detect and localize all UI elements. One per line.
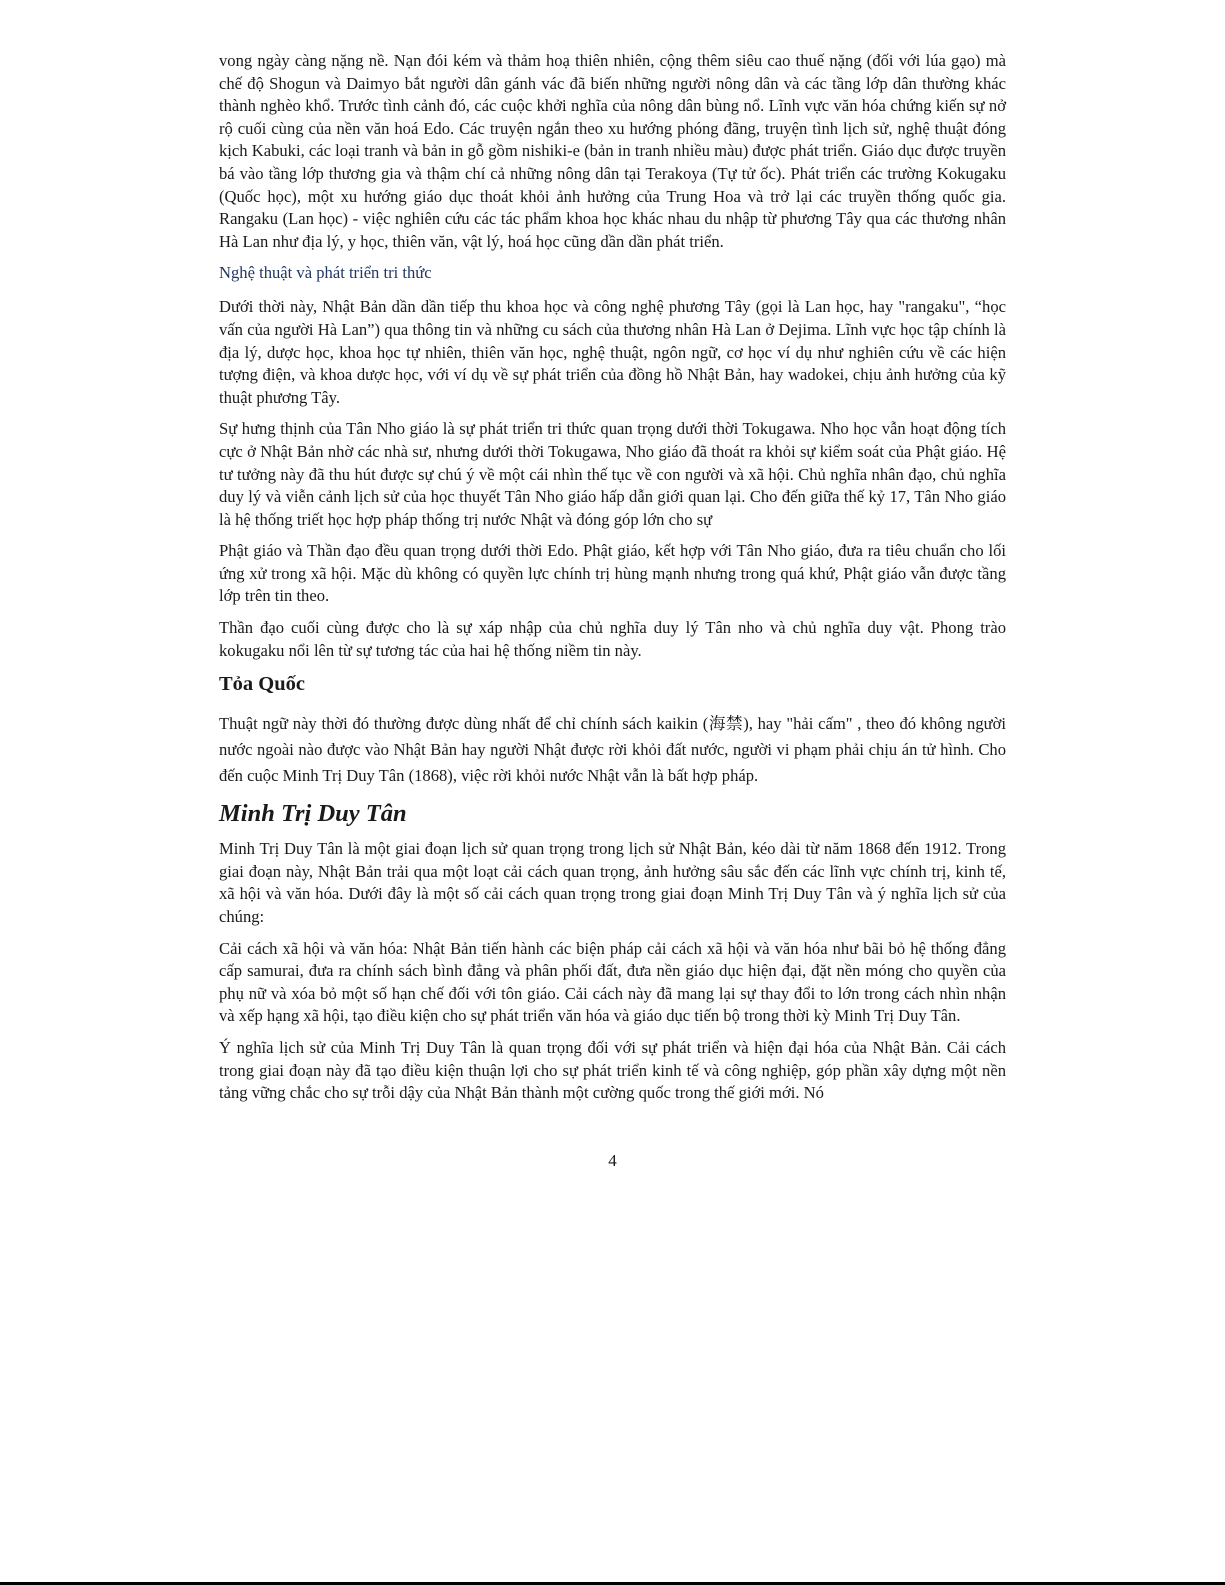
paragraph-kaikin: Thuật ngữ này thời đó thường được dùng nhất để chỉ chính sách kaikin (海禁), hay "hải cấm" , theo đó không người nước ngoài nào được vào Nhật Bản hay người Nhật được rời khỏi đất nước, người vi phạm phải chịu án tử hình. Cho đến cuộc Minh Trị Duy Tân (1868), việc rời khỏi nước Nhật vẫn là bất hợp pháp. <box>219 714 1006 786</box>
paragraph-neo-confucianism: Sự hưng thịnh của Tân Nho giáo là sự phát triển tri thức quan trọng dưới thời Tokugawa. Nho học vẫn hoạt động tích cực ở Nhật Bản nhờ các nhà sư, nhưng dưới thời Tokugawa, Nho giáo đã thoát ra khỏi sự kiểm soát của Phật giáo. Hệ tư tưởng này đã thu hút được sự chú ý về một cái nhìn thế tục về con người và xã hội. Chủ nghĩa nhân đạo, chủ nghĩa duy lý và viễn cảnh lịch sử của học thuyết Tân Nho giáo hấp dẫn giới quan lại. Cho đến giữa thế kỷ 17, Tân Nho giáo là hệ thống triết học hợp pháp thống trị nước Nhật và đóng góp lớn cho sự <box>219 419 1006 529</box>
heading-toa-quoc: Tỏa Quốc <box>219 673 305 696</box>
paragraph-buddhism-shinto: Phật giáo và Thần đạo đều quan trọng dưới thời Edo. Phật giáo, kết hợp với Tân Nho giáo, đưa ra tiêu chuẩn cho lối ứng xử trong xã hội. Mặc dù không có quyền lực chính trị hùng mạnh nhưng trong quá khứ, Phật giáo vẫn được tầng lớp trên tin theo. <box>219 541 1006 606</box>
document-page <box>219 50 1006 1114</box>
paragraph-rangaku: Dưới thời này, Nhật Bản dần dần tiếp thu khoa học và công nghệ phương Tây (gọi là Lan học, hay "rangaku", “học vấn của người Hà Lan”) qua thông tin và những cu sách của thương nhân Hà Lan ở Dejima. Lĩnh vực học tập chính là địa lý, dược học, khoa học tự nhiên, thiên văn học, nghệ thuật, ngôn ngữ, cơ học ví dụ như nghiên cứu về các hiện tượng điện, và khoa dược học, với ví dụ về sự phát triển của đồng hồ Nhật Bản, hay wadokei, chịu ảnh hưởng của kỹ thuật phương Tây. <box>219 297 1006 407</box>
paragraph-shinto-kokugaku: Thần đạo cuối cùng được cho là sự xáp nhập của chủ nghĩa duy lý Tân nho và chủ nghĩa duy vật. Phong trào kokugaku nổi lên từ sự tương tác của hai hệ thống niềm tin này. <box>219 618 1006 660</box>
subheading-arts-knowledge: Nghệ thuật và phát triển tri thức <box>219 263 432 283</box>
paragraph-meiji-intro: Minh Trị Duy Tân là một giai đoạn lịch sử quan trọng trong lịch sử Nhật Bản, kéo dài từ năm 1868 đến 1912. Trong giai đoạn này, Nhật Bản trải qua một loạt cải cách quan trọng, ảnh hưởng sâu sắc đến các lĩnh vực chính trị, kinh tế, xã hội và văn hóa. Dưới đây là một số cải cách quan trọng trong giai đoạn Minh Trị Duy Tân và ý nghĩa lịch sử của chúng: <box>219 839 1006 927</box>
paragraph-meiji-social-reform: Cải cách xã hội và văn hóa: Nhật Bản tiến hành các biện pháp cải cách xã hội và văn hóa như bãi bỏ hệ thống đẳng cấp samurai, đưa ra chính sách bình đẳng và phân phối đất, đưa nền giáo dục hiện đại, đặt nền móng cho quyền của phụ nữ và xóa bỏ một số hạn chế đối với tôn giáo. Cải cách này đã mang lại sự thay đổi to lớn trong cách nhìn nhận và xếp hạng xã hội, tạo điều kiện cho sự phát triển văn hóa và giáo dục tiến bộ trong thời kỳ Minh Trị Duy Tân. <box>219 938 1006 1026</box>
paragraph-edo-late-period: vong ngày càng nặng nề. Nạn đói kém và thảm hoạ thiên nhiên, cộng thêm siêu cao thuế nặng (đối với lúa gạo) mà chế độ Shogun và Daimyo bắt người dân gánh vác đã biến những người nông dân và các tầng lớp dân thường khác thành nghèo khổ. Trước tình cảnh đó, các cuộc khởi nghĩa của nông dân bùng nổ. Lĩnh vực văn hóa chứng kiến sự nở rộ cuối cùng của nền văn hoá Edo. Các truyện ngắn theo xu hướng phóng đãng, truyện tình lịch sử, nghệ thuật đóng kịch Kabuki, các loại tranh và bản in gỗ gồm nishiki-e (bản in tranh nhiều màu) được phát triển. Giáo dục được truyền bá vào tầng lớp thương gia và thậm chí cả những nông dân tại Terakoya (Tự tử ốc). Phát triển các trường Kokugaku (Quốc học), một xu hướng giáo dục thoát khỏi ảnh hưởng của Trung Hoa và trở lại các truyền thống quốc gia. Rangaku (Lan học) - việc nghiên cứu các tác phẩm khoa học khác nhau du nhập từ phương Tây qua các thương nhân Hà Lan như địa lý, y học, thiên văn, vật lý, hoá học cũng dần dần phát triển. <box>219 51 1006 251</box>
paragraph-meiji-significance: Ý nghĩa lịch sử của Minh Trị Duy Tân là quan trọng đối với sự phát triển và hiện đại hóa của Nhật Bản. Cải cách trong giai đoạn này đã tạo điều kiện thuận lợi cho sự phát triển kinh tế và công nghiệp, góp phần xây dựng một nền tảng vững chắc cho sự trỗi dậy của Nhật Bản thành một cường quốc trong thế giới mới. Nó <box>219 1038 1006 1103</box>
page-number: 4 <box>608 1151 617 1170</box>
heading-minh-tri-duy-tan: Minh Trị Duy Tân <box>219 800 407 828</box>
